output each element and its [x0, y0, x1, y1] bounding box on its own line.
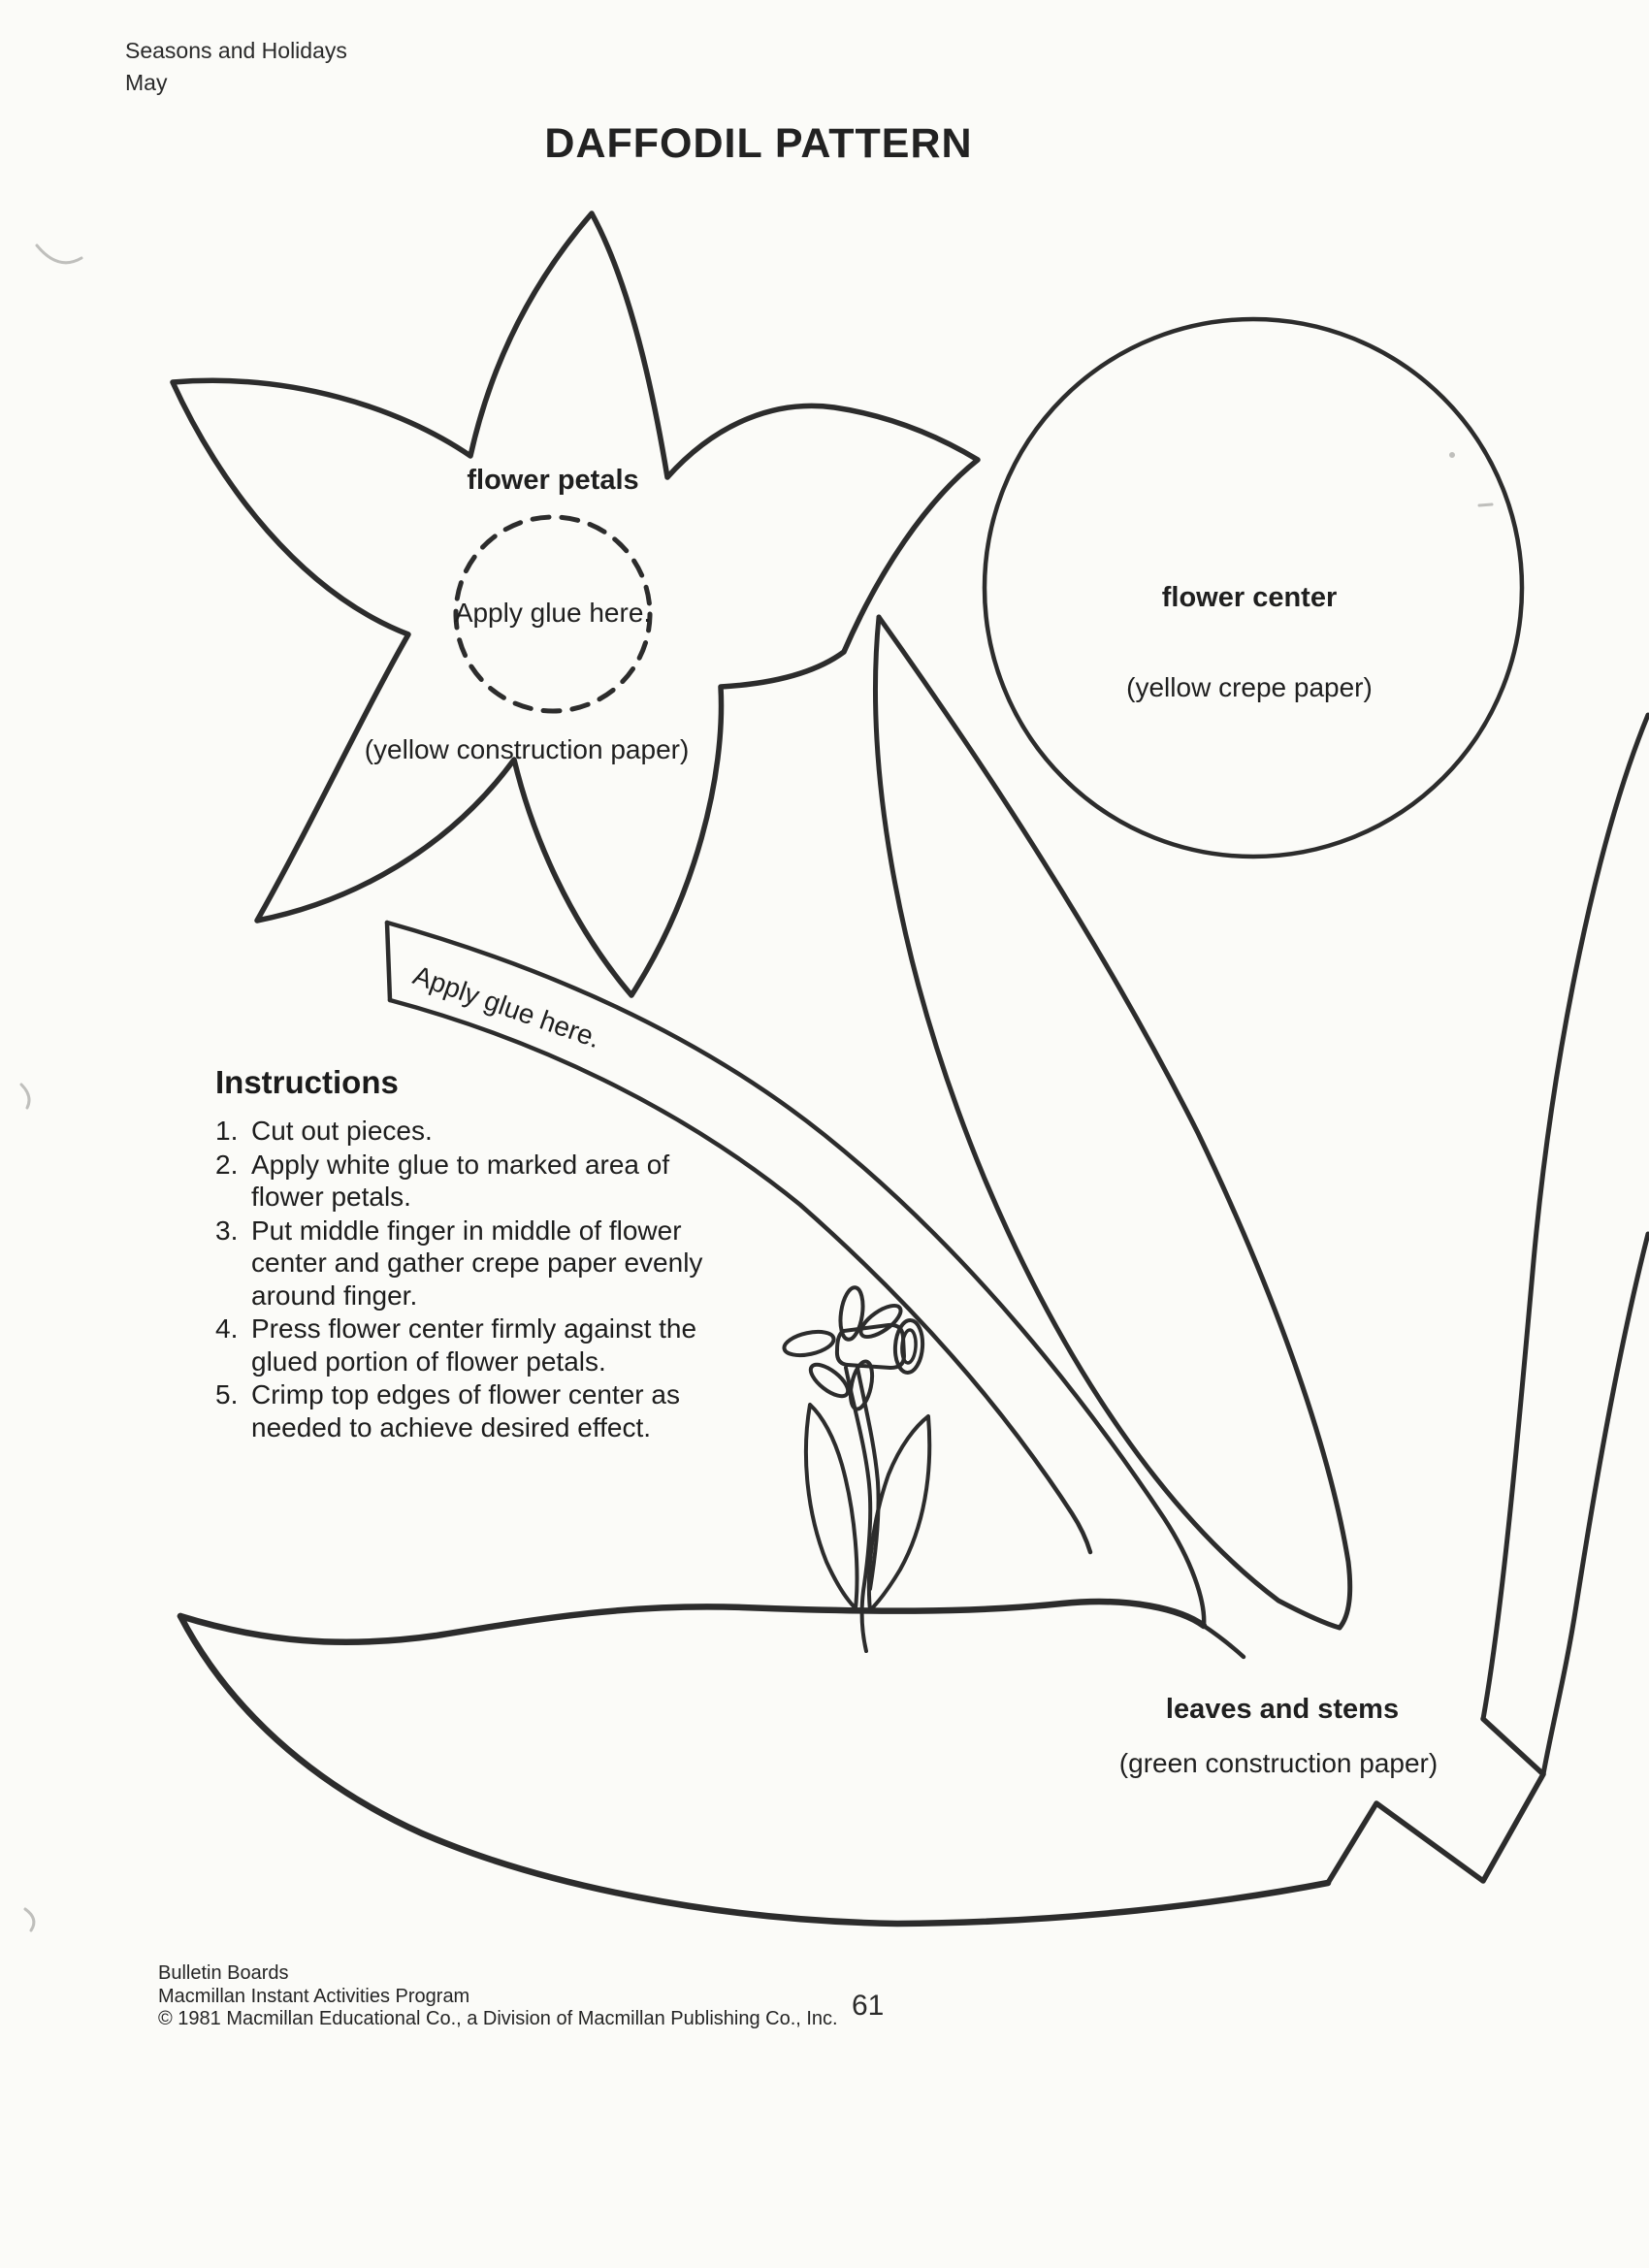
flower-petals-material: (yellow construction paper)	[364, 734, 690, 764]
daffodil-sketch	[782, 1286, 929, 1651]
scan-speck-1	[1479, 504, 1492, 505]
page-number: 61	[852, 1990, 885, 2022]
footer-line-2: Macmillan Instant Activities Program	[158, 1985, 470, 2007]
instruction-item	[215, 1115, 705, 1148]
flower-petals-glue-note: Apply glue here.	[454, 598, 652, 628]
scan-speck-2	[1451, 454, 1454, 457]
stem-base-notch	[1328, 1719, 1543, 1883]
month-label: May	[125, 70, 168, 95]
instructions-list	[215, 1115, 705, 1443]
footer-line-1: Bulletin Boards	[158, 1962, 289, 1984]
instruction-number: 5.	[215, 1379, 239, 1409]
instruction-number: 4.	[215, 1313, 239, 1344]
scan-smudge-left-2	[25, 1909, 34, 1930]
footer-line-3: © 1981 Macmillan Educational Co., a Division of Macmillan Publishing Co., Inc.	[158, 2008, 838, 2029]
tall-leaf-right-edge	[879, 617, 1350, 1628]
instruction-text: Put middle finger in middle of flower center and gather crepe paper evenly around finger.	[251, 1215, 703, 1311]
daffodil-leaf-left	[806, 1405, 857, 1608]
scan-smudge-left-1	[21, 1085, 29, 1108]
leaves-and-stems-label: leaves and stems	[1165, 1694, 1400, 1725]
instruction-text: Crimp top edges of flower center as needed to achieve desired effect.	[251, 1379, 680, 1442]
page-footer	[158, 1962, 838, 2031]
right-stem-outer-edge	[1483, 715, 1648, 1719]
instruction-item	[215, 1378, 705, 1443]
page-header	[125, 35, 347, 99]
tall-leaf-left-edge	[876, 617, 1340, 1628]
daffodil-trumpet-rim-inner	[901, 1330, 917, 1364]
instruction-text: Apply white glue to marked area of flower petals.	[251, 1149, 670, 1212]
leaves-and-stems-material: (green construction paper)	[1118, 1748, 1439, 1778]
instruction-number: 3.	[215, 1215, 239, 1246]
page-curl-mark	[37, 245, 81, 263]
instruction-item	[215, 1149, 705, 1214]
instruction-text: Press flower center firmly against the glued portion of flower petals.	[251, 1313, 697, 1377]
instructions-section	[215, 1064, 705, 1444]
flower-center-material: (yellow crepe paper)	[1126, 672, 1373, 702]
daffodil-leaf-right	[869, 1416, 929, 1610]
bottom-leaf-top-edge	[180, 1602, 1204, 1642]
page-title: DAFFODIL PATTERN	[544, 120, 973, 167]
stem-band-end-cap	[387, 923, 390, 1000]
instructions-heading: Instructions	[215, 1064, 399, 1100]
instruction-number: 2.	[215, 1149, 239, 1180]
daffodil-petal-left	[782, 1328, 835, 1359]
instruction-item	[215, 1312, 705, 1377]
instruction-item	[215, 1215, 705, 1312]
right-stem-inner-edge	[1543, 1234, 1648, 1774]
flower-petals-label: flower petals	[467, 465, 639, 496]
series-title: Seasons and Holidays	[125, 38, 347, 63]
stem-band-glue-note: Apply glue here.	[408, 959, 605, 1054]
stem-band-tail	[1204, 1626, 1244, 1657]
flower-center-label: flower center	[1161, 582, 1338, 613]
instruction-number: 1.	[215, 1116, 239, 1146]
instruction-text: Cut out pieces.	[251, 1116, 433, 1146]
